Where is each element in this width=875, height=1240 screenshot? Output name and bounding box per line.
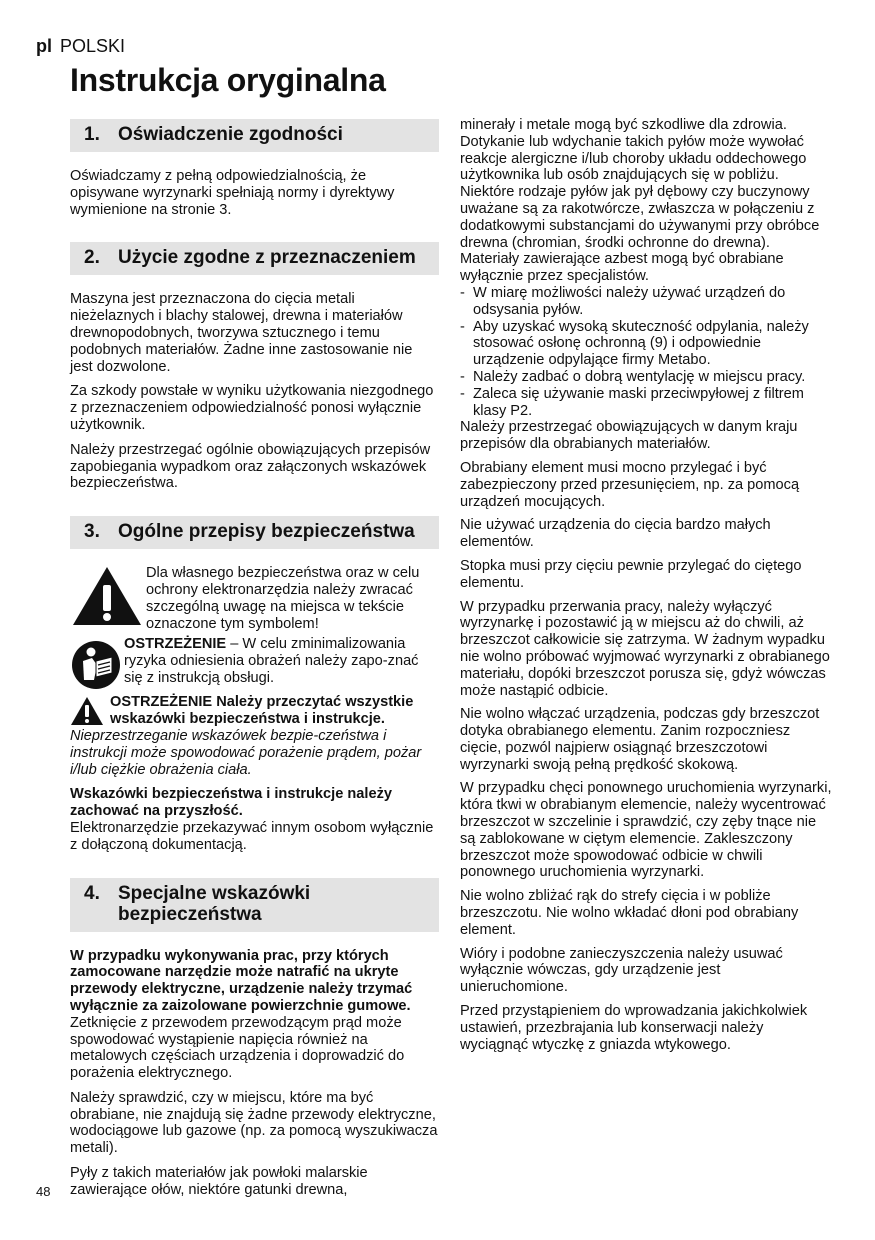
paragraph: Obrabiany element musi mocno przylegać i być zabezpieczony przed przesunięciem, np. za pomocą urządzeń mocujących. xyxy=(460,459,800,510)
section-title: Oświadczenie zgodności xyxy=(118,124,343,145)
section-1-heading xyxy=(70,119,439,152)
section-title: Użycie zgodne z przeznaczeniem xyxy=(118,247,416,269)
warning-triangle-icon xyxy=(70,565,144,627)
keep-instructions-heading: Wskazówki bezpieczeństwa i instrukcje należy zachować na przyszłość. xyxy=(70,786,392,820)
paragraph: Oświadczamy z pełną odpowiedzialnością, że opisywane wyrzynarki spełniają normy i dyrektywy wymienione na stronie 3. xyxy=(70,168,395,218)
section-4-heading xyxy=(70,878,439,932)
paragraph: Przed przystąpieniem do wprowadzania jakichkolwiek ustawień, przezbrajania lub konserwacji należy wyciągnąć wtyczkę z gniazda wtykowego. xyxy=(460,1003,808,1053)
section-title: Ogólne przepisy bezpieczeństwa xyxy=(118,521,415,543)
paragraph: Nie wolno włączać urządzenia, podczas gdy brzeszczot dotyka obrabianego elementu. Zanim rozpoczniesz cięcie, pozwól najpierw osiągnąć brzeszczotowi wyrzynarki swoją pełną prędkość skokową. xyxy=(460,706,820,773)
section-2-heading xyxy=(70,242,439,275)
paragraph: Nie używać urządzenia do cięcia bardzo małych elementów. xyxy=(460,517,771,551)
language-code: pl xyxy=(36,36,52,56)
paragraph: Niektóre rodzaje pyłów jak pył dębowy czy buczynowy uważane są za rakotwórcze, zwłaszcza w połączeniu z dodatkowymi substancjami do używanymi przy obróbce drewna (chromian, środki ochronne do drewna). Materiały zawierające azbest mogą być obrabiane wyłącznie przez specjalistów. xyxy=(460,184,820,285)
section-number: 3. xyxy=(84,521,100,543)
language-name: POLSKI xyxy=(60,36,126,56)
read-warning-label: OSTRZEŻENIE xyxy=(124,636,227,653)
read-manual-notice xyxy=(70,636,439,690)
section-number: 4. xyxy=(84,882,100,904)
paragraph: W przypadku chęci ponownego uruchomienia wyrzynarki, która tkwi w obrabianym elemencie, należy wycentrować brzeszczot w szczelinie i sprawdzić, czy zęby tnące nie są zablokowane w ciętym elemencie. Zakleszczony brzeszczot może spowodować odbicie w chwili ponownego uruchomienia wyrzynarki. xyxy=(460,780,832,881)
paragraph: Należy przestrzegać obowiązujących w danym kraju przepisów dla obrabianych materiałów. xyxy=(460,419,798,453)
paragraph: Należy sprawdzić, czy w miejscu, które ma być obrabiane, nie znajdują się żadne przewody elektryczne, wodociągowe lub gazowe (np. za pomocą wyszukiwacza metali). xyxy=(70,1089,438,1157)
section-number: 2. xyxy=(84,247,100,269)
page-title: Instrukcja oryginalna xyxy=(70,62,386,98)
paragraph: Pyły z takich materiałów jak powłoki malarskie zawierające ołów, niektóre gatunki drewna, xyxy=(70,1165,368,1198)
warning-text: Dla własnego bezpieczeństwa oraz w celu ochrony elektronarzędzia należy zwracać szczególną uwagę na miejsca w tekście oznaczone tym symbolem! xyxy=(146,565,420,632)
list-item: - Aby uzyskać wysoką skuteczność odpylania, należy stosować osłonę ochronną (9) i odpowiednie urządzenie odpylające firmy Metabo. xyxy=(460,319,832,369)
list-item: - Zaleca się używanie maski przeciwpyłowej z filtrem klasy P2. xyxy=(460,386,832,420)
page-number: 48 xyxy=(36,1184,51,1199)
paragraph: Za szkody powstałe w wyniku użytkowania niezgodnego z przeznaczeniem odpowiedzialność ponosi wyłącznie użytkownik. xyxy=(70,383,434,433)
general-warning-heading: OSTRZEŻENIE Należy przeczytać wszystkie wskazówki bezpieczeństwa i instrukcje. xyxy=(110,694,414,728)
section-title: Specjalne wskazówki bezpieczeństwa xyxy=(118,882,311,925)
paragraph: W przypadku przerwania pracy, należy wyłączyć wyrzynarkę i pozostawić ją w miejscu aż do chwili, aż brzeszczot całkowicie się zatrzyma. W żadnym wypadku nie wolno próbować wyjmować wyrzynarki z obrabianego materiału, dopóki brzeszczot porusza się, gdyż wówczas może nastąpić odbicie. xyxy=(460,598,830,699)
right-column xyxy=(460,117,832,1060)
section-3-heading xyxy=(70,516,439,549)
left-column xyxy=(70,119,439,1207)
paragraph: Wióry i podobne zanieczyszczenia należy usuwać wyłącznie wówczas, gdy urządzenie jest unieruchomione. xyxy=(460,945,783,996)
paragraph: Zetknięcie z przewodem przewodzącym prąd może spowodować wystąpienie napięcia również na metalowych częściach urządzenia i doprowadzić do porażenia elektrycznego. xyxy=(70,1014,405,1082)
warning-notice xyxy=(70,565,439,632)
warning-triangle-icon xyxy=(70,696,104,726)
read-warning-text: – W celu zminimalizowania ryzyka odniesienia obrażeń należy zapo-znać się z instrukcją obsługi. xyxy=(124,636,419,686)
general-warning-text: Nieprzestrzeganie wskazówek bezpie-czeństwa i instrukcji może spowodować porażenie prądem, pożar i/lub ciężkie obrażenia ciała. xyxy=(70,727,422,778)
hidden-wires-warning: W przypadku wykonywania prac, przy których zamocowane narzędzie może natrafić na ukryte przewody elektryczne, urządzenie należy trzymać wyłącznie za zaizolowane powierzchnie gumowe. xyxy=(70,947,413,1014)
dust-protection-list xyxy=(460,285,832,419)
paragraph: minerały i metale mogą być szkodliwe dla zdrowia. Dotykanie lub wdychanie takich pyłów może wywołać reakcje alergiczne i/lub choroby układu oddechowego użytkownika lub osób znajdujących się w pobliżu. xyxy=(460,117,807,184)
paragraph: Maszyna jest przeznaczona do cięcia metali nieżelaznych i blachy stalowej, drewna i materiałów drewnopodobnych, tworzywa sztucznego i temu podobnych materiałów. Żadne inne zastosowanie nie jest dozwolone. xyxy=(70,291,413,375)
section-number: 1. xyxy=(84,124,100,145)
list-item: - Należy zadbać o dobrą wentylację w miejscu pracy. xyxy=(460,369,832,386)
language-label xyxy=(36,36,125,57)
paragraph: Należy przestrzegać ogólnie obowiązujących przepisów zapobiegania wypadkom oraz załączonych wskazówek bezpieczeństwa. xyxy=(70,441,431,492)
paragraph: Stopka musi przy cięciu pewnie przylegać do ciętego elementu. xyxy=(460,557,802,591)
paragraph: Nie wolno zbliżać rąk do strefy cięcia i w pobliże brzeszczotu. Nie wolno wkładać dłoni pod obrabiany element. xyxy=(460,888,799,938)
general-warning xyxy=(70,694,439,778)
read-manual-icon xyxy=(70,640,124,690)
list-item: - W miarę możliwości należy używać urządzeń do odsysania pyłów. xyxy=(460,285,832,319)
paragraph: Elektronarzędzie przekazywać innym osobom wyłącznie z dołączoną dokumentacją. xyxy=(70,819,434,853)
